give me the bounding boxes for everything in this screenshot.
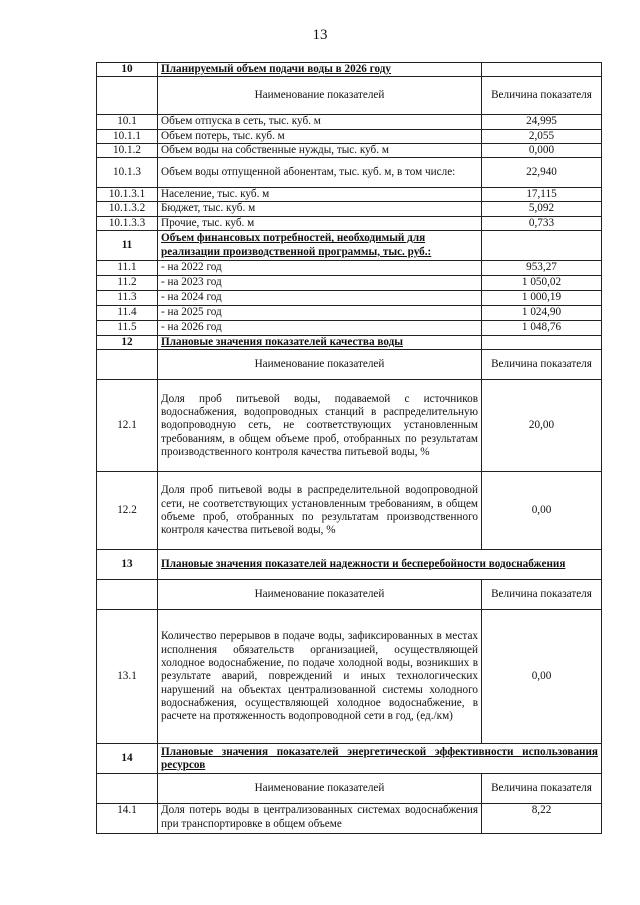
row-number: 10.1.3 bbox=[97, 158, 158, 188]
section-number: 13 bbox=[97, 550, 158, 580]
table-row bbox=[97, 380, 602, 472]
row-value: 953,27 bbox=[482, 261, 602, 276]
table-row bbox=[97, 321, 602, 336]
section-title: Планируемый объем подачи воды в 2026 году bbox=[158, 63, 482, 77]
section-title: Плановые значения показателей надежности и бесперебойности водоснабжения bbox=[158, 550, 602, 580]
table-row bbox=[97, 216, 602, 230]
row-number: 10.1.3.3 bbox=[97, 216, 158, 230]
row-number: 14.1 bbox=[97, 804, 158, 834]
row-value: 22,940 bbox=[482, 158, 602, 188]
section-10-header-row bbox=[97, 63, 602, 77]
row-name: - на 2024 год bbox=[158, 291, 482, 306]
table-row bbox=[97, 143, 602, 157]
table-row bbox=[97, 158, 602, 188]
row-name: - на 2026 год bbox=[158, 321, 482, 336]
section-14-header-row bbox=[97, 744, 602, 774]
row-name: Объем воды на собственные нужды, тыс. куб. м bbox=[158, 143, 482, 157]
section-number: 10 bbox=[97, 63, 158, 77]
row-value: 2,055 bbox=[482, 129, 602, 143]
page-number: 13 bbox=[312, 27, 328, 43]
indicators-table bbox=[96, 62, 602, 834]
column-header-value: Величина показателя bbox=[482, 350, 602, 380]
row-name: Население, тыс. куб. м bbox=[158, 188, 482, 202]
section-number: 14 bbox=[97, 744, 158, 774]
row-number: 10.1 bbox=[97, 115, 158, 129]
column-header-name: Наименование показателей bbox=[158, 580, 482, 610]
table-row bbox=[97, 129, 602, 143]
row-value: 17,115 bbox=[482, 188, 602, 202]
row-name: Прочие, тыс. куб. м bbox=[158, 216, 482, 230]
column-header-row bbox=[97, 774, 602, 804]
table-row bbox=[97, 610, 602, 744]
table-row bbox=[97, 115, 602, 129]
row-value: 1 000,19 bbox=[482, 291, 602, 306]
table-row bbox=[97, 276, 602, 291]
row-number: 11.3 bbox=[97, 291, 158, 306]
column-header-value: Величина показателя bbox=[482, 580, 602, 610]
section-13-header-row bbox=[97, 550, 602, 580]
row-name: Количество перерывов в подаче воды, зафиксированных в местах исполнения обязательств организацией, осуществляющей холодное водоснабжение, по подаче холодной воды, возникших в результате аварий, повреждений и иных технологических нарушений на объектах централизованной системы холодного водоснабжения, осуществляющей холодное водоснабжение, в расчете на протяженность водопроводной сети в год, (ед./км) bbox=[158, 610, 482, 744]
row-number: 11.2 bbox=[97, 276, 158, 291]
table-row bbox=[97, 804, 602, 834]
row-value: 8,22 bbox=[482, 804, 602, 834]
section-number: 12 bbox=[97, 336, 158, 350]
row-value: 24,995 bbox=[482, 115, 602, 129]
section-title: Плановые значения показателей энергетической эффективности использования ресурсов bbox=[158, 744, 602, 774]
table-row bbox=[97, 202, 602, 216]
row-number: 12.2 bbox=[97, 472, 158, 550]
row-value: 1 048,76 bbox=[482, 321, 602, 336]
column-header-name: Наименование показателей bbox=[158, 77, 482, 115]
row-name: Объем потерь, тыс. куб. м bbox=[158, 129, 482, 143]
table-row bbox=[97, 291, 602, 306]
table-row bbox=[97, 306, 602, 321]
row-name: - на 2022 год bbox=[158, 261, 482, 276]
row-number: 11.4 bbox=[97, 306, 158, 321]
column-header-row bbox=[97, 77, 602, 115]
row-name: - на 2025 год bbox=[158, 306, 482, 321]
row-name: Доля потерь воды в централизованных системах водоснабжения при транспортировке в общем объеме bbox=[158, 804, 482, 834]
row-value: 20,00 bbox=[482, 380, 602, 472]
column-header-value: Величина показателя bbox=[482, 774, 602, 804]
row-value: 0,000 bbox=[482, 143, 602, 157]
column-header-value: Величина показателя bbox=[482, 77, 602, 115]
row-number: 10.1.3.1 bbox=[97, 188, 158, 202]
row-name: Доля проб питьевой воды в распределительной водопроводной сети, не соответствующих установленным требованиям, в общем объеме проб, отобранных по результатам производственного контроля качества питьевой воды, % bbox=[158, 472, 482, 550]
row-name: Бюджет, тыс. куб. м bbox=[158, 202, 482, 216]
section-11-header-row bbox=[97, 231, 602, 261]
row-number: 10.1.3.2 bbox=[97, 202, 158, 216]
table-row bbox=[97, 188, 602, 202]
row-number: 11.5 bbox=[97, 321, 158, 336]
section-title: Плановые значения показателей качества воды bbox=[158, 336, 482, 350]
column-header-row bbox=[97, 350, 602, 380]
row-value: 0,00 bbox=[482, 610, 602, 744]
row-number: 10.1.1 bbox=[97, 129, 158, 143]
row-name: Объем воды отпущенной абонентам, тыс. куб. м, в том числе: bbox=[158, 158, 482, 188]
row-value: 5,092 bbox=[482, 202, 602, 216]
column-header-name: Наименование показателей bbox=[158, 774, 482, 804]
row-number: 12.1 bbox=[97, 380, 158, 472]
row-value: 1 050,02 bbox=[482, 276, 602, 291]
row-value: 1 024,90 bbox=[482, 306, 602, 321]
row-name: Доля проб питьевой воды, подаваемой с источников водоснабжения, водопроводных станций в распределительную водопроводную сеть, не соответствующих установленным требованиям, в общем объеме проб, отобранных по результатам производственного контроля качества питьевой воды, % bbox=[158, 380, 482, 472]
table-row bbox=[97, 472, 602, 550]
row-value: 0,733 bbox=[482, 216, 602, 230]
column-header-name: Наименование показателей bbox=[158, 350, 482, 380]
row-value: 0,00 bbox=[482, 472, 602, 550]
table-row bbox=[97, 261, 602, 276]
row-number: 10.1.2 bbox=[97, 143, 158, 157]
row-name: - на 2023 год bbox=[158, 276, 482, 291]
section-number: 11 bbox=[97, 231, 158, 261]
section-title: Объем финансовых потребностей, необходимый для реализации производственной программы, тыс. руб.: bbox=[158, 231, 482, 261]
row-number: 11.1 bbox=[97, 261, 158, 276]
section-12-header-row bbox=[97, 336, 602, 350]
row-number: 13.1 bbox=[97, 610, 158, 744]
column-header-row bbox=[97, 580, 602, 610]
row-name: Объем отпуска в сеть, тыс. куб. м bbox=[158, 115, 482, 129]
